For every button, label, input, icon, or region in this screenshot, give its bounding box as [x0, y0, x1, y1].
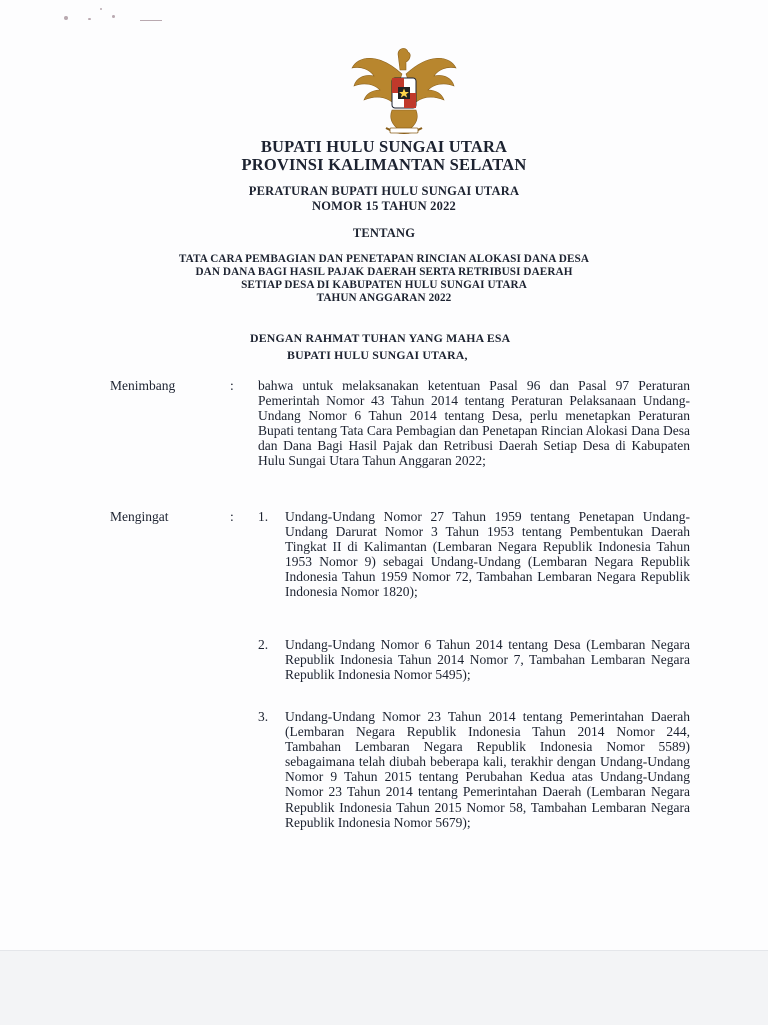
regulation-line-1: PERATURAN BUPATI HULU SUNGAI UTARA: [248, 184, 520, 198]
subject-line-4: TAHUN ANGGARAN 2022: [316, 292, 452, 304]
tentang-heading: TENTANG: [352, 226, 416, 240]
greeting-line-1: DENGAN RAHMAT TUHAN YANG MAHA ESA: [250, 331, 511, 345]
mengingat-item-2-number: 2.: [258, 637, 269, 652]
subject-line-2: DAN DANA BAGI HASIL PAJAK DAERAH SERTA RETRIBUSI DAERAH: [195, 266, 573, 278]
mengingat-item-1-number: 1.: [258, 509, 269, 524]
regulation-number: NOMOR 15 TAHUN 2022: [312, 199, 456, 213]
mengingat-item-3-number: 3.: [258, 709, 269, 724]
menimbang-label: Menimbang: [110, 378, 176, 393]
mengingat-item-3-text: Undang-Undang Nomor 23 Tahun 2014 tentang Pemerintahan Daerah (Lembaran Negara Republik Indonesia Tahun 2014 Nomor 244, Tambahan Lembaran Negara Republik Indonesia Nomor 5589) sebagaimana telah diubah beberapa kali, terakhir dengan Undang-Undang Nomor 9 Tahun 2015 tentang Perubahan Kedua atas Undang-Undang Nomor 23 Tahun 2014 tentang Pemerintahan Daerah (Lembaran Negara Republik Indonesia Tahun 2015 Nomor 58, Tambahan Lembaran Negara Republik Indonesia Nomor 5679);: [285, 709, 690, 830]
page-bottom-margin: [0, 950, 768, 1025]
subject-line-3: SETIAP DESA DI KABUPATEN HULU SUNGAI UTARA: [241, 279, 527, 291]
menimbang-colon: :: [230, 378, 234, 393]
mengingat-item-2-text: Undang-Undang Nomor 6 Tahun 2014 tentang Desa (Lembaran Negara Republik Indonesia Tahun 2014 Nomor 7, Tambahan Lembaran Negara Republik Indonesia Nomor 5495);: [285, 637, 690, 683]
office-line-1: BUPATI HULU SUNGAI UTARA: [260, 137, 508, 156]
mengingat-label: Mengingat: [110, 509, 169, 524]
garuda-emblem-icon: [348, 44, 460, 138]
mengingat-colon: :: [230, 509, 234, 524]
subject-line-1: TATA CARA PEMBAGIAN DAN PENETAPAN RINCIAN ALOKASI DANA DESA: [178, 253, 590, 265]
greeting-line-2: BUPATI HULU SUNGAI UTARA,: [287, 348, 468, 362]
menimbang-text: bahwa untuk melaksanakan ketentuan Pasal 96 dan Pasal 97 Peraturan Pemerintah Nomor 43 Tahun 2014 tentang Peraturan Pelaksanaan Undang-Undang Nomor 6 Tahun 2014 tentang Desa, perlu menetapkan Peraturan Bupati tentang Tata Cara Pembagian dan Penetapan Rincian Alokasi Dana Desa dan Dana Bagi Hasil Pajak dan Retribusi Daerah Setiap Desa di Kabupaten Hulu Sungai Utara Tahun Anggaran 2022;: [258, 378, 690, 469]
scan-specks: [40, 6, 200, 36]
office-line-2: PROVINSI KALIMANTAN SELATAN: [241, 155, 527, 174]
mengingat-item-1-text: Undang-Undang Nomor 27 Tahun 1959 tentang Penetapan Undang-Undang Darurat Nomor 3 Tahun 1953 tentang Pembentukan Daerah Tingkat II di Kalimantan (Lembaran Negara Republik Indonesia Tahun 1953 Nomor 9) sebagai Undang-Undang (Lembaran Negara Republik Indonesia Tahun 1959 Nomor 72, Tambahan Lembaran Negara Republik Indonesia Nomor 1820);: [285, 509, 690, 600]
